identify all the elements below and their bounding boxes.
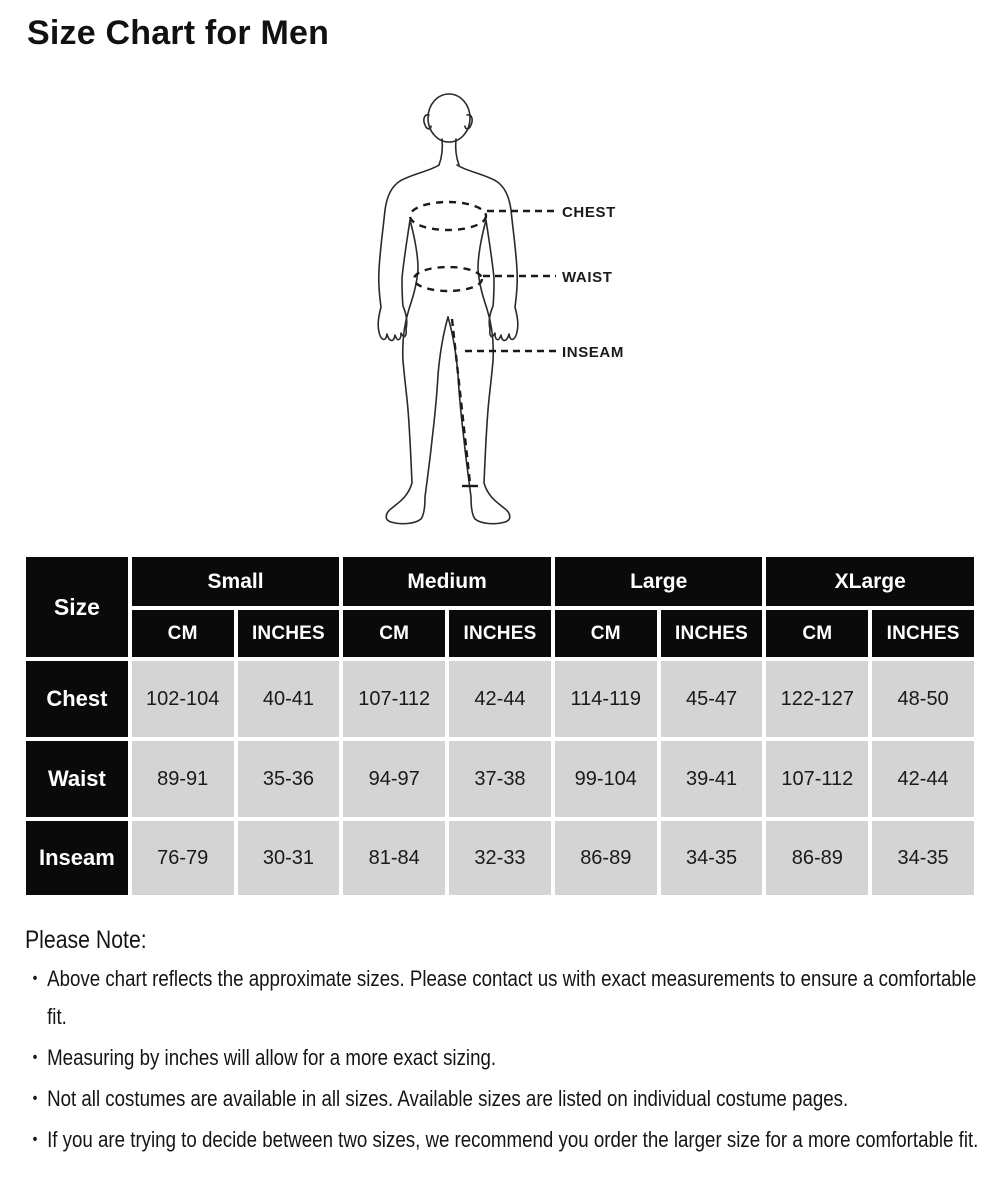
- bullet-icon: •: [32, 1090, 38, 1107]
- chest-xlarge-cm: 122-127: [766, 661, 868, 737]
- inseam-large-inches: 34-35: [661, 821, 763, 895]
- waist-medium-inches: 37-38: [449, 741, 551, 817]
- inseam-measure-line: [452, 319, 470, 483]
- note-item-approximate-sizes: [25, 960, 982, 1036]
- chest-large-inches: 45-47: [661, 661, 763, 737]
- unit-header-small-cm: CM: [132, 610, 234, 657]
- waist-small-inches: 35-36: [238, 741, 340, 817]
- head-outline: [428, 94, 470, 142]
- inseam-xlarge-inches: 34-35: [872, 821, 974, 895]
- waist-small-cm: 89-91: [132, 741, 234, 817]
- table-corner-size-header: Size: [26, 557, 128, 657]
- size-group-header-large: Large: [555, 557, 763, 606]
- unit-header-xlarge-inches: INCHES: [872, 610, 974, 657]
- unit-header-medium-inches: INCHES: [449, 610, 551, 657]
- page-title: Size Chart for Men: [27, 14, 330, 52]
- row-header-chest: Chest: [26, 661, 128, 737]
- chest-large-cm: 114-119: [555, 661, 657, 737]
- unit-header-large-cm: CM: [555, 610, 657, 657]
- chest-small-inches: 40-41: [238, 661, 340, 737]
- notes-heading: Please Note:: [25, 926, 147, 954]
- bullet-icon: •: [32, 1131, 38, 1148]
- neck-right: [456, 139, 459, 165]
- unit-header-medium-cm: CM: [343, 610, 445, 657]
- notes-section: [25, 925, 982, 1162]
- inseam-small-inches: 30-31: [238, 821, 340, 895]
- neck-left: [439, 139, 442, 165]
- waist-large-cm: 99-104: [555, 741, 657, 817]
- note-text: Measuring by inches will allow for a more exact sizing.: [47, 1045, 497, 1070]
- size-group-header-medium: Medium: [343, 557, 551, 606]
- unit-header-xlarge-cm: CM: [766, 610, 868, 657]
- inseam-xlarge-cm: 86-89: [766, 821, 868, 895]
- body-half-outline: [378, 115, 448, 524]
- chest-medium-inches: 42-44: [449, 661, 551, 737]
- waist-medium-cm: 94-97: [343, 741, 445, 817]
- chest-xlarge-inches: 48-50: [872, 661, 974, 737]
- size-group-header-small: Small: [132, 557, 340, 606]
- note-item-availability: [25, 1080, 982, 1118]
- note-item-order-larger: [25, 1121, 982, 1159]
- inseam-small-cm: 76-79: [132, 821, 234, 895]
- waist-xlarge-inches: 42-44: [872, 741, 974, 817]
- bullet-icon: •: [32, 1049, 38, 1066]
- unit-header-large-inches: INCHES: [661, 610, 763, 657]
- waist-label: WAIST: [562, 269, 613, 286]
- chest-label: CHEST: [562, 204, 616, 221]
- male-body-outline-figure: [350, 85, 680, 535]
- inseam-medium-inches: 32-33: [449, 821, 551, 895]
- size-group-header-xlarge: XLarge: [766, 557, 974, 606]
- note-text: If you are trying to decide between two sizes, we recommend you order the larger size for a more comfortable fit.: [47, 1127, 979, 1152]
- size-table: [26, 557, 974, 895]
- waist-xlarge-cm: 107-112: [766, 741, 868, 817]
- body-measurement-diagram: [350, 85, 680, 535]
- row-header-inseam: Inseam: [26, 821, 128, 895]
- unit-header-small-inches: INCHES: [238, 610, 340, 657]
- chest-measure-ellipse: [410, 202, 486, 230]
- note-text: Above chart reflects the approximate sizes. Please contact us with exact measurements to ensure a comfortable fit.: [47, 966, 977, 1029]
- inseam-medium-cm: 81-84: [343, 821, 445, 895]
- waist-large-inches: 39-41: [661, 741, 763, 817]
- chest-small-cm: 102-104: [132, 661, 234, 737]
- row-header-waist: Waist: [26, 741, 128, 817]
- inseam-label: INSEAM: [562, 344, 624, 361]
- chest-medium-cm: 107-112: [343, 661, 445, 737]
- note-text: Not all costumes are available in all sizes. Available sizes are listed on individual costume pages.: [47, 1086, 849, 1111]
- bullet-icon: •: [32, 970, 38, 987]
- inseam-large-cm: 86-89: [555, 821, 657, 895]
- note-item-measure-inches: [25, 1039, 982, 1077]
- waist-measure-ellipse: [414, 267, 482, 291]
